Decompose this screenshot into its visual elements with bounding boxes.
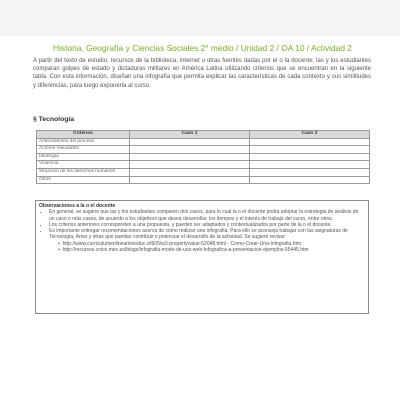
list-item: • Los criterios anteriores corresponden a una propuesta, y pueden ser adaptados y contextualizados por parte de la o el docente. xyxy=(49,222,365,228)
resource-links-list xyxy=(39,241,365,254)
criteria-table xyxy=(36,130,370,184)
criteria-cell: Antecedentes del proceso xyxy=(37,138,130,146)
list-item: • Es importante entregar recomendaciones acerca de cómo realizar una infografía. Para ello se aconseja trabajar con las asignaturas de Tecnología, Artes y otras que puedan contribuir o potenciar el desarrollo de la actividad. Se sugiere revisar: xyxy=(49,228,365,241)
table-row xyxy=(37,146,370,154)
case-2-cell[interactable] xyxy=(250,153,370,161)
criteria-cell: Otros xyxy=(37,176,130,184)
list-item: • En general, se sugiere que las y los estudiantes comparen dos casos, para lo cual la o el docente podrá adoptar la estrategia de análisis de un caso o más casos, de acuerdo a los objetivos que desea desarrollar, los tiempos y el interés de trabajo del curso, entre otros. xyxy=(49,209,365,222)
criteria-cell: Violencia xyxy=(37,161,130,169)
observations-list xyxy=(39,209,365,240)
column-header: Caso 1 xyxy=(130,131,250,139)
criteria-cell: Actores relevantes xyxy=(37,146,130,154)
resource-link[interactable]: ➢ http://recursos.cnice.mec.es/blogs/infografia-modo-de-uso-web-infografica-a-presentacion-ejemplos-55445.htm xyxy=(57,247,365,253)
resource-link[interactable]: ➢ http://www.curriculumenlineamineduc.cl/605/w3-propertyvalue-52048.html - Como-Crear-Una-Infografia.htm xyxy=(57,241,365,247)
table-row xyxy=(37,176,370,184)
page-title: Historia, Geografía y Ciencias Sociales 2° medio / Unidad 2 / OA 10 / Actividad 2 xyxy=(53,43,352,53)
table-row xyxy=(37,138,370,146)
column-header: Criterios xyxy=(37,131,130,139)
criteria-cell: Ideología xyxy=(37,153,130,161)
table-row xyxy=(37,153,370,161)
case-1-cell[interactable] xyxy=(130,161,250,169)
page-header-band xyxy=(0,0,400,36)
case-2-cell[interactable] xyxy=(250,138,370,146)
criteria-cell: Situación de los derechos humanos xyxy=(37,168,130,176)
table-header-row xyxy=(37,131,370,139)
case-2-cell[interactable] xyxy=(250,176,370,184)
case-2-cell[interactable] xyxy=(250,168,370,176)
case-1-cell[interactable] xyxy=(130,153,250,161)
table-row xyxy=(37,161,370,169)
case-1-cell[interactable] xyxy=(130,146,250,154)
teacher-observations-box xyxy=(35,200,369,314)
case-2-cell[interactable] xyxy=(250,146,370,154)
case-2-cell[interactable] xyxy=(250,161,370,169)
case-1-cell[interactable] xyxy=(130,138,250,146)
column-header: Caso 2 xyxy=(250,131,370,139)
activity-instructions: A partir del texto de estudio, recursos de la biblioteca, internet u otras fuentes dadas por el o la docente, las y los estudiantes comparan golpes de estado y dictaduras militares en América Latina utilizando criterios que se encuentran en la siguiente tabla. Con esta información, diseñan una infografía que permita explicar las características de cada contexto y sus similitudes y diferencias, para luego exponerla al curso. xyxy=(33,58,371,89)
case-1-cell[interactable] xyxy=(130,176,250,184)
table-row xyxy=(37,168,370,176)
case-1-cell[interactable] xyxy=(130,168,250,176)
section-heading: § Tecnología xyxy=(33,116,75,123)
observations-title: Observaciones a la o el docente xyxy=(39,203,116,209)
